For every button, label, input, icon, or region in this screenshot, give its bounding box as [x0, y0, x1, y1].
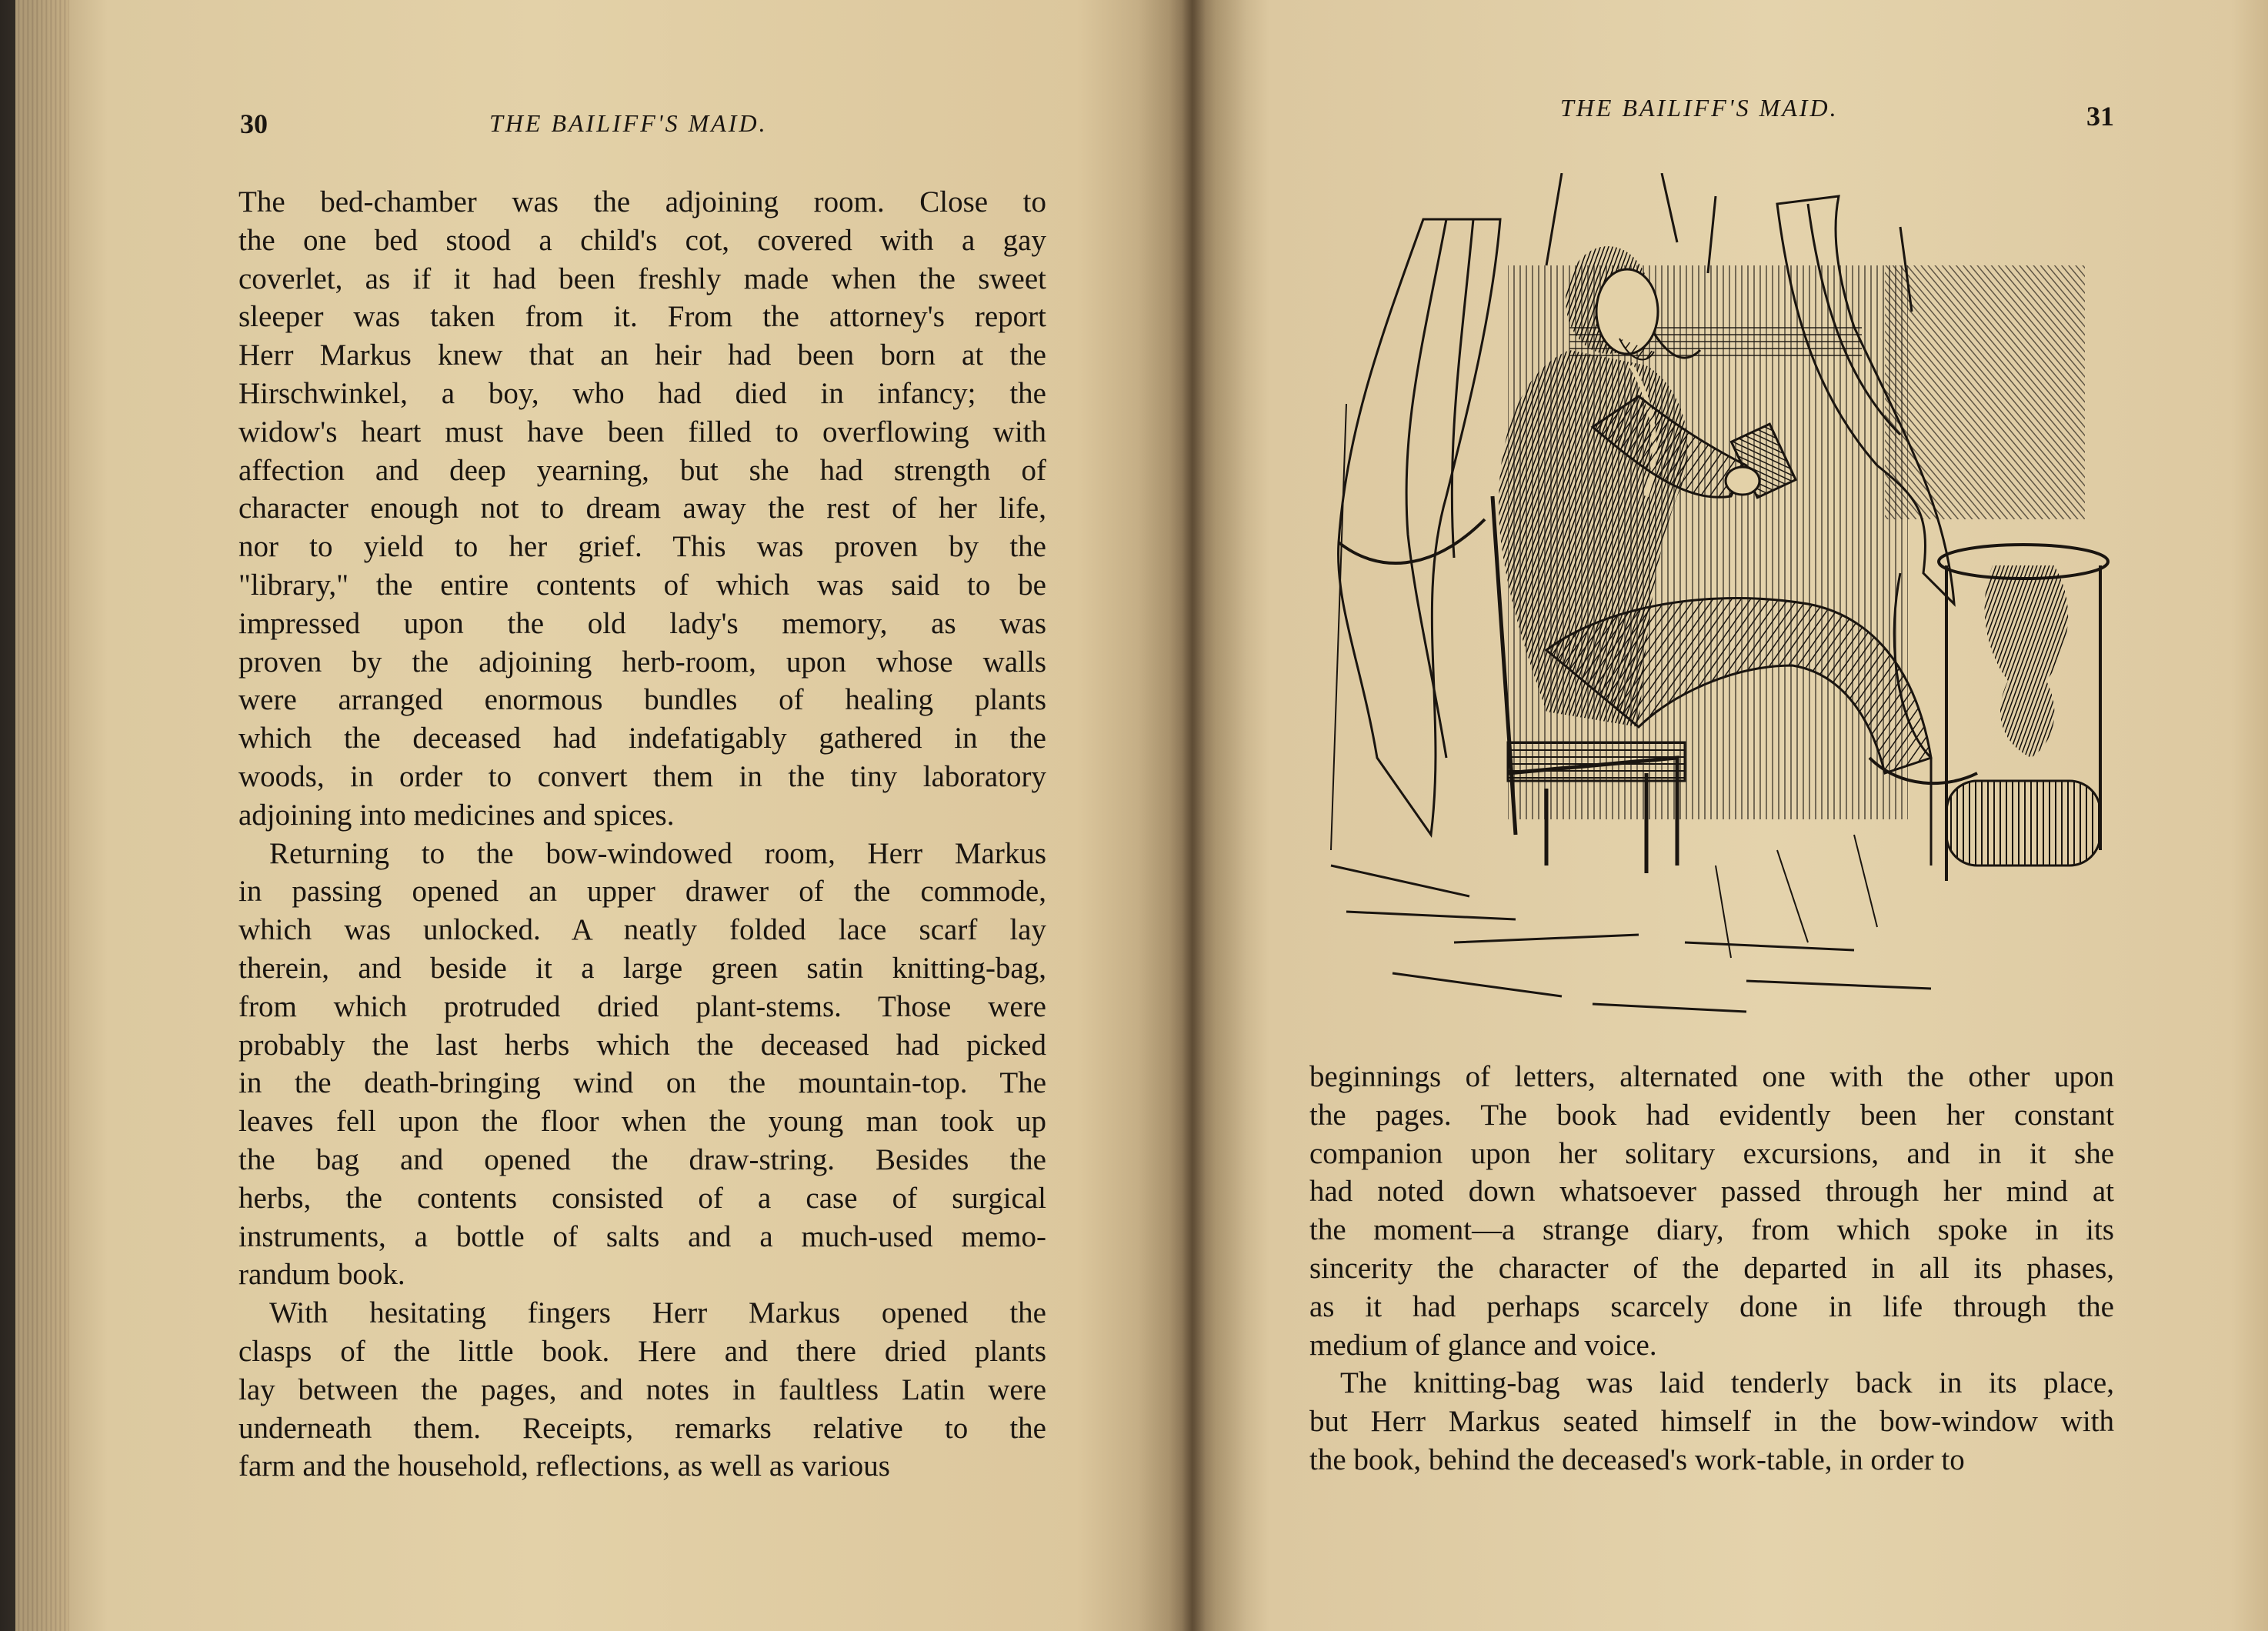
running-head-right: THE BAILIFF'S MAID.	[1560, 94, 1839, 122]
text-line: character enough not to dream away the rest of her life,	[238, 492, 1046, 525]
text-line: probably the last herbs which the deceased had picked	[238, 1028, 1046, 1062]
text-line: sincerity the character of the departed in all its phases,	[1309, 1251, 2114, 1285]
right-page-text	[1309, 1058, 2114, 1479]
text-line: Hirschwinkel, a boy, who had died in infancy; the	[238, 376, 1046, 410]
text-line: in passing opened an upper drawer of the commode,	[238, 875, 1046, 909]
paragraph	[238, 183, 1046, 835]
text-line: farm and the household, reflections, as well as various	[238, 1449, 890, 1483]
text-line: as it had perhaps scarcely done in life through the	[1309, 1289, 2114, 1323]
text-line: had noted down whatsoever passed through her mind at	[1309, 1175, 2114, 1209]
page-edges-left	[15, 0, 69, 1631]
engraving-man-reading-by-window	[1316, 173, 2116, 1027]
text-line: companion upon her solitary excursions, and in it she	[1309, 1136, 2114, 1170]
running-head-left: THE BAILIFF'S MAID.	[489, 109, 768, 137]
text-line: instruments, a bottle of salts and a much-used memo-	[238, 1219, 1046, 1253]
text-line: medium of glance and voice.	[1309, 1328, 1657, 1362]
text-line: but Herr Markus seated himself in the bow-window with	[1309, 1405, 2114, 1439]
text-line: the one bed stood a child's cot, covered with a gay	[238, 223, 1046, 257]
folio-right: 31	[2086, 101, 2114, 132]
text-line: the pages. The book had evidently been her constant	[1309, 1098, 2114, 1132]
text-line: coverlet, as if it had been freshly made when the sweet	[238, 262, 1046, 295]
text-line: from which protruded dried plant-stems. Those were	[238, 989, 1046, 1023]
text-line: underneath them. Receipts, remarks relative to the	[238, 1411, 1046, 1445]
text-line: adjoining into medicines and spices.	[238, 798, 675, 832]
text-line: the moment—a strange diary, from which spoke in its	[1309, 1213, 2114, 1247]
text-line: were arranged enormous bundles of healing plants	[238, 683, 1046, 717]
folio-left: 30	[240, 108, 268, 139]
text-line: lay between the pages, and notes in faultless Latin were	[238, 1373, 1046, 1406]
text-line: Returning to the bow-windowed room, Herr Markus	[269, 836, 1046, 870]
gutter	[1139, 0, 1246, 1631]
text-line: which was unlocked. A neatly folded lace scarf lay	[238, 913, 1046, 947]
text-line: randum book.	[238, 1258, 405, 1292]
text-line: "library," the entire contents of which was said to be	[238, 568, 1046, 602]
left-page-text	[238, 183, 1046, 1486]
text-line: impressed upon the old lady's memory, as was	[238, 606, 1046, 640]
paragraph	[1309, 1058, 2114, 1364]
text-line: leaves fell upon the floor when the young man took up	[238, 1105, 1046, 1139]
text-line: in the death-bringing wind on the mountain-top. The	[238, 1066, 1046, 1100]
text-line: woods, in order to convert them in the tiny laboratory	[238, 759, 1046, 793]
paragraph	[238, 835, 1046, 1295]
text-line: widow's heart must have been filled to overflowing with	[238, 415, 1046, 449]
text-line: The bed-chamber was the adjoining room. Close to	[238, 185, 1046, 218]
text-line: proven by the adjoining herb-room, upon whose walls	[238, 645, 1046, 679]
text-line: clasps of the little book. Here and there dried plants	[238, 1334, 1046, 1368]
text-line: beginnings of letters, alternated one with the other upon	[1309, 1060, 2114, 1093]
paragraph	[1309, 1364, 2114, 1479]
text-line: Herr Markus knew that an heir had been born at the	[238, 339, 1046, 372]
text-line: the book, behind the deceased's work-table, in order to	[1309, 1443, 1965, 1476]
text-line: which the deceased had indefatigably gathered in the	[238, 722, 1046, 755]
text-line: herbs, the contents consisted of a case of surgical	[238, 1181, 1046, 1215]
text-line: nor to yield to her grief. This was proven by the	[238, 530, 1046, 564]
text-line: The knitting-bag was laid tenderly back in its place,	[1340, 1366, 2114, 1400]
text-line: the bag and opened the draw-string. Besides the	[238, 1142, 1046, 1176]
text-line: therein, and beside it a large green satin knitting-bag,	[238, 951, 1046, 985]
paragraph	[238, 1294, 1046, 1486]
text-line: affection and deep yearning, but she had strength of	[238, 453, 1046, 487]
text-line: sleeper was taken from it. From the attorney's report	[238, 300, 1046, 334]
text-line: With hesitating fingers Herr Markus opened the	[269, 1296, 1046, 1330]
